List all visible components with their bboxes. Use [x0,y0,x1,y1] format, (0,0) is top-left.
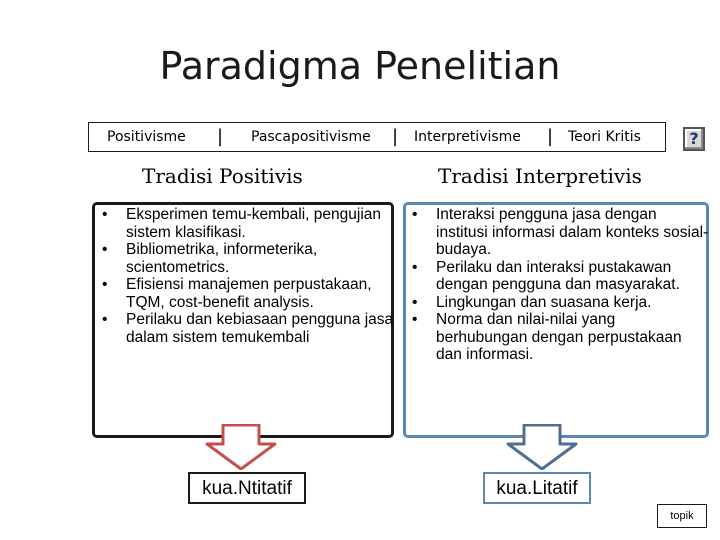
down-arrow-icon [205,424,277,470]
paradigm-nav-bar [88,122,666,152]
list-item: • Norma dan nilai-nilai yang berhubungan dengan perpustakaan dan informasi. [410,311,710,364]
help-button[interactable] [683,127,705,151]
interpretivis-list [410,206,710,364]
nav-separator: | [392,126,399,147]
nav-separator: | [217,126,224,147]
nav-link-teori-kritis[interactable]: Teori Kritis [568,129,641,145]
list-item: • Efisiensi manajemen perpustakaan, TQM, cost-benefit analysis. [100,276,395,311]
list-item: • Perilaku dan interaksi pustakawan dengan pengguna dan masyarakat. [410,259,710,294]
nav-link-positivisme[interactable]: Positivisme [107,129,186,145]
nav-link-interpretivisme[interactable]: Interpretivisme [414,129,521,145]
kuantitatif-label: kua.Ntitatif [188,472,306,504]
list-item: • Interaksi pengguna jasa dengan institusi informasi dalam konteks sosial-budaya. [410,206,710,259]
kualitatif-label: kua.Litatif [483,472,591,504]
list-item: • Perilaku dan kebiasaan pengguna jasa dalam sistem temukembali [100,311,395,346]
question-mark-icon: ? [689,129,699,148]
topik-button[interactable]: topik [657,504,707,528]
right-column-heading: Tradisi Interpretivis [438,164,642,188]
page-title: Paradigma Penelitian [159,44,561,88]
list-item: • Bibliometrika, informeterika, scientometrics. [100,241,395,276]
down-arrow-icon [506,424,578,470]
nav-separator: | [547,126,554,147]
list-item: • Lingkungan dan suasana kerja. [410,294,710,312]
positivis-list [100,206,395,346]
list-item: • Eksperimen temu-kembali, pengujian sistem klasifikasi. [100,206,395,241]
left-column-heading: Tradisi Positivis [142,164,303,188]
nav-link-pascapositivisme[interactable]: Pascapositivisme [251,129,371,145]
